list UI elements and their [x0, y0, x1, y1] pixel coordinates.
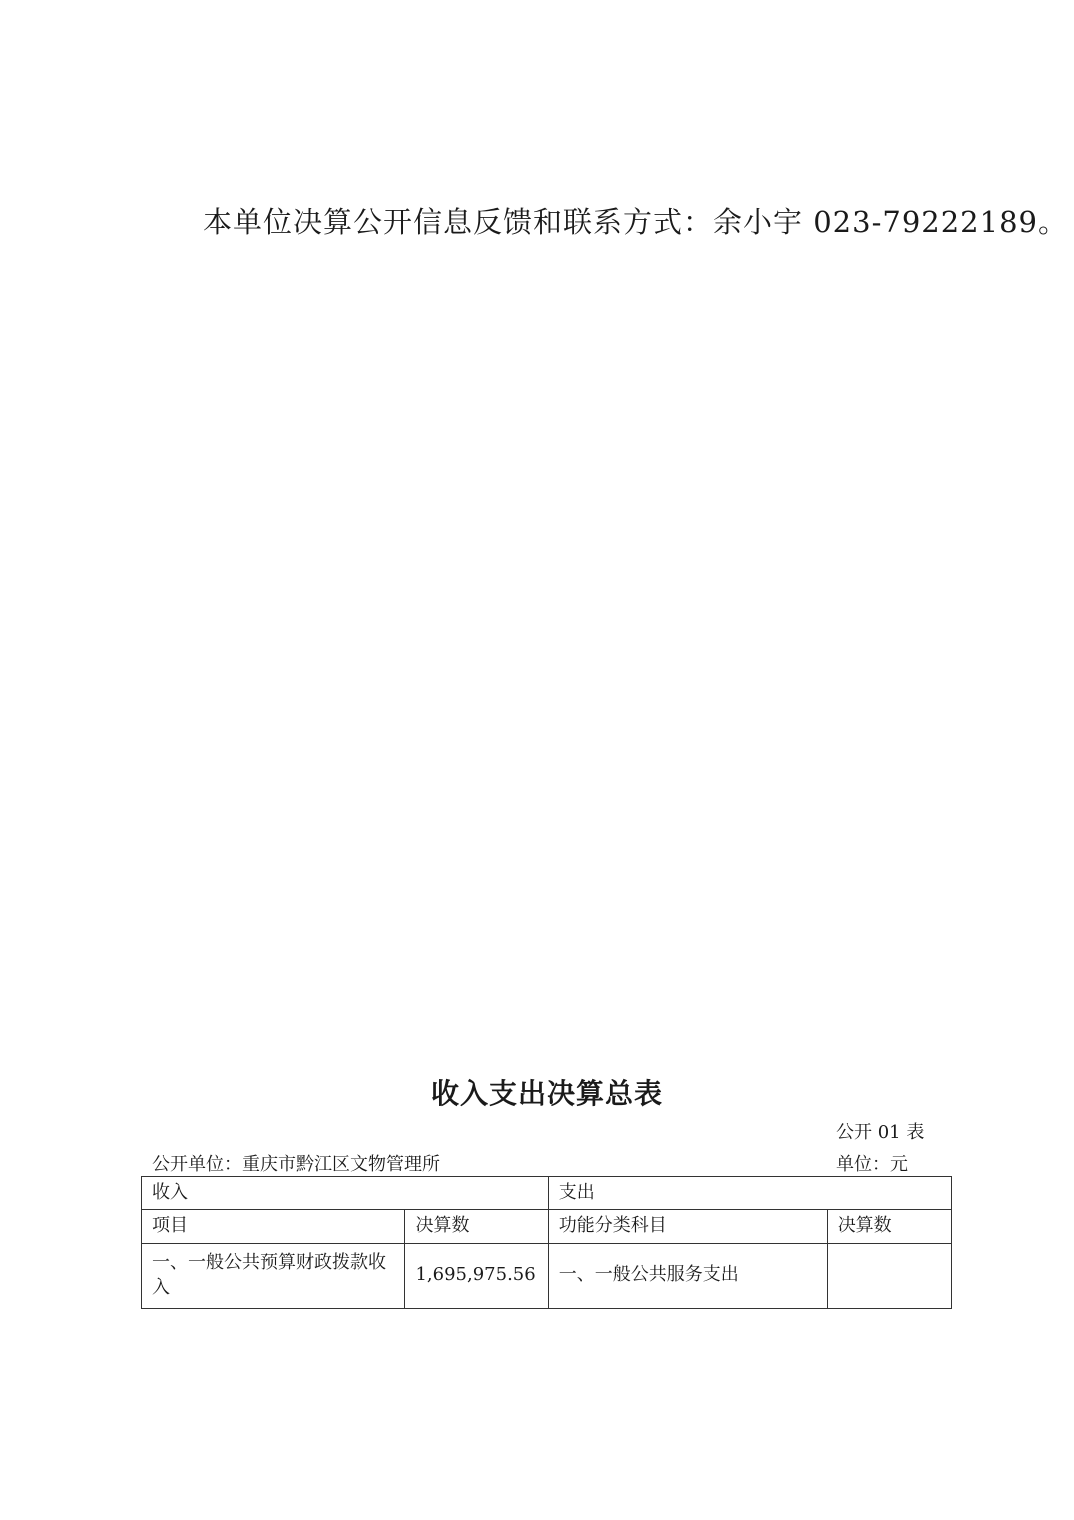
expense-amount-header: 决算数	[827, 1210, 951, 1243]
income-amount-cell: 1,695,975.56	[405, 1243, 548, 1308]
expense-amount-cell	[827, 1243, 951, 1308]
currency-unit: 单位：元	[836, 1154, 908, 1175]
income-item-cell: 一、一般公共预算财政拨款收入	[142, 1243, 405, 1308]
income-expense-table	[141, 1176, 952, 1309]
reporting-unit: 公开单位：重庆市黔江区文物管理所	[152, 1154, 440, 1175]
form-code: 公开 01 表	[836, 1122, 925, 1143]
table-header-row	[142, 1177, 952, 1210]
income-amount-header: 决算数	[405, 1210, 548, 1243]
table-subheader-row	[142, 1210, 952, 1243]
function-category-header: 功能分类科目	[548, 1210, 827, 1243]
expense-header: 支出	[548, 1177, 951, 1210]
table-title: 收入支出决算总表	[430, 1077, 663, 1110]
table-row	[142, 1243, 952, 1308]
income-header: 收入	[142, 1177, 549, 1210]
expense-item-cell: 一、一般公共服务支出	[548, 1243, 827, 1308]
contact-info: 本单位决算公开信息反馈和联系方式：余小宇 023-79222189。	[203, 205, 1068, 239]
item-header: 项目	[142, 1210, 405, 1243]
